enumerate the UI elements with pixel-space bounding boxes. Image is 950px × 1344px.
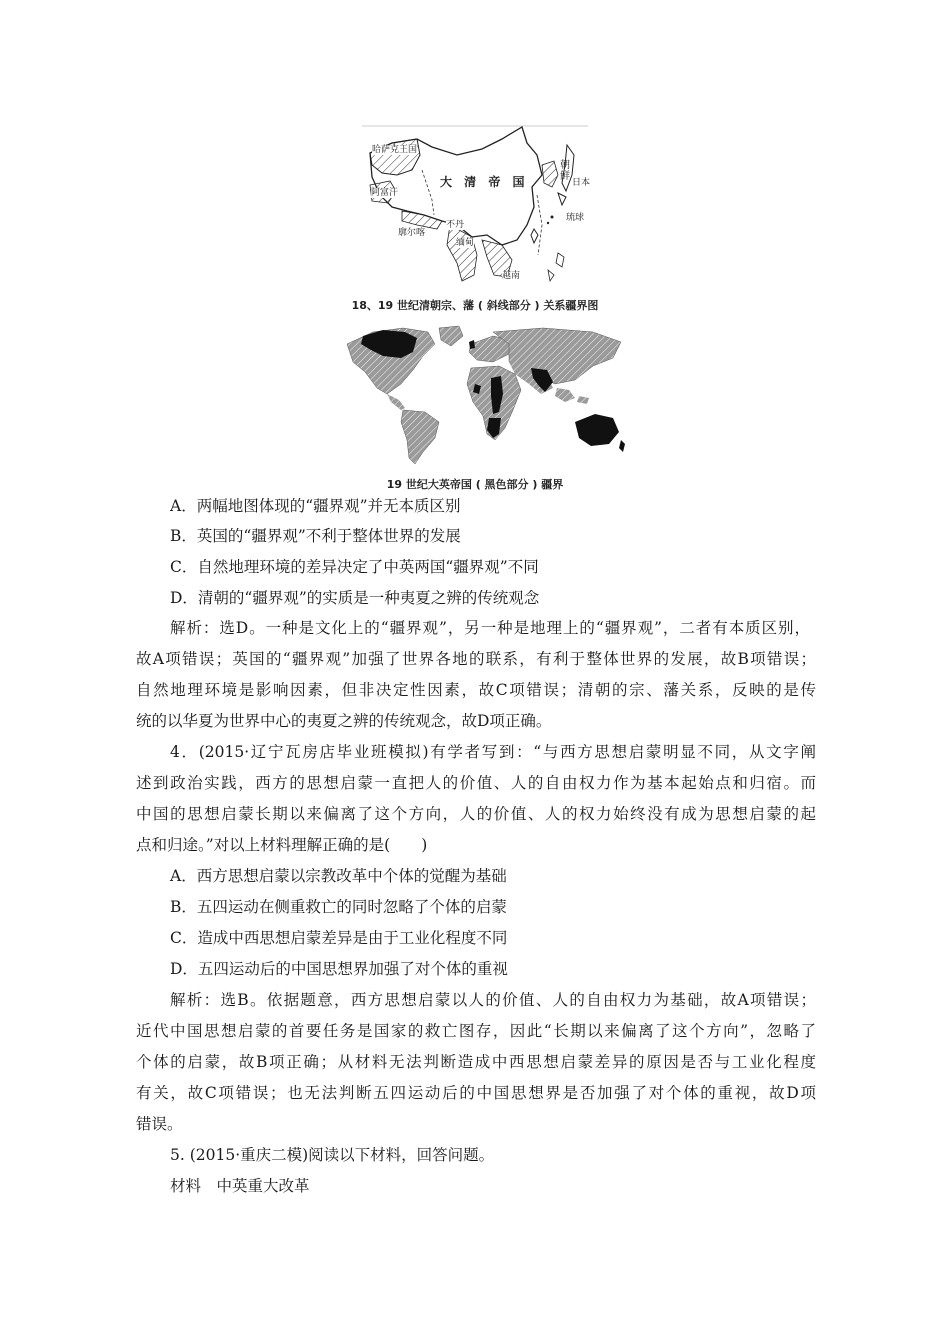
q4-option-b: B．五四运动在侧重救亡的同时忽略了个体的启蒙	[170, 898, 507, 916]
q3-analysis-line-4: 统的以华夏为世界中心的夷夏之辨的传统观念，故D项正确。	[136, 712, 552, 730]
map1-label-gurkha: 廓尔喀	[398, 228, 426, 238]
q4-option-d: D．五四运动后的中国思想界加强了对个体的重视	[170, 960, 508, 978]
map1-label-japan: 日本	[572, 178, 591, 188]
q4-option-c: C．造成中西思想启蒙差异是由于工业化程度不同	[170, 929, 508, 947]
q4-stem-line-2: 述到政治实践，西方的思想启蒙一直把人的价值、人的自由权力作为基本起始点和归宿。而	[136, 774, 816, 792]
map1-label-ryukyu: 琉球	[566, 213, 585, 223]
map1-label-qing: 大 清 帝 国	[440, 175, 529, 189]
q5-stem: 5. (2015·重庆二模)阅读以下材料，回答问题。	[170, 1146, 495, 1164]
q4-analysis-line-4: 有关，故C项错误；也无法判断五四运动后的中国思想界是否加强了对个体的重视，故D项	[136, 1084, 816, 1102]
map1-label-korea-2: 鲜	[560, 171, 570, 182]
q3-option-c: C．自然地理环境的差异决定了中英两国“疆界观”不同	[170, 558, 539, 576]
q5-material: 材料 中英重大改革	[170, 1177, 310, 1195]
q4-analysis-line-3: 个体的启蒙，故B项正确；从材料无法判断造成中西思想启蒙差异的原因是否与工业化程度	[136, 1053, 816, 1071]
british-empire-map	[343, 322, 627, 467]
map1-label-kazakh: 哈萨克王国	[372, 145, 418, 155]
q4-analysis-line-5: 错误。	[136, 1115, 183, 1133]
map1-label-korea-1: 朝	[560, 160, 570, 171]
q4-option-a: A．西方思想启蒙以宗教改革中个体的觉醒为基础	[170, 867, 507, 885]
qing-tributary-map	[362, 125, 591, 283]
q3-analysis-line-2: 故A项错误；英国的“疆界观”加强了世界各地的联系，有利于整体世界的发展，故B项错误；	[136, 650, 816, 668]
q3-option-b: B．英国的“疆界观”不利于整体世界的发展	[170, 527, 461, 545]
q4-stem-line-3: 中国的思想启蒙长期以来偏离了这个方向，人的价值、人的权力始终没有成为思想启蒙的起	[136, 805, 816, 823]
q4-analysis-line-1: 解析：选B。依据题意，西方思想启蒙以人的价值、人的自由权力为基础，故A项错误；	[170, 991, 816, 1009]
q4-analysis-line-2: 近代中国思想启蒙的首要任务是国家的救亡图存，因此“长期以来偏离了这个方向”，忽略了	[136, 1022, 816, 1040]
q3-analysis-line-1: 解析：选D。一种是文化上的“疆界观”，另一种是地理上的“疆界观”，二者有本质区别，	[170, 619, 810, 637]
map1-label-afghan: 阿富汗	[371, 188, 399, 198]
q4-stem-line-4: 点和归途。”对以上材料理解正确的是( )	[136, 836, 428, 854]
q3-option-d: D．清朝的“疆界观”的实质是一种夷夏之辨的传统观念	[170, 589, 540, 607]
map1-label-vietnam: 越南	[502, 271, 521, 281]
q4-stem-line-1: 4．(2015·辽宁瓦房店毕业班模拟)有学者写到：“与西方思想启蒙明显不同，从文字阐	[170, 743, 816, 761]
q3-option-a: A．两幅地图体现的“疆界观”并无本质区别	[170, 497, 461, 515]
map1-label-bhutan: 不丹	[446, 220, 465, 230]
map1-label-burma: 缅甸	[456, 238, 475, 248]
map2-caption: 19 世纪大英帝国 ( 黑色部分 ) 疆界	[386, 478, 564, 491]
world-map-drawing	[343, 322, 627, 467]
q3-analysis-line-3: 自然地理环境是影响因素，但非决定性因素，故C项错误；清朝的宗、藩关系，反映的是传	[136, 681, 816, 699]
map1-caption: 18、19 世纪清朝宗、藩 ( 斜线部分 ) 关系疆界图	[351, 299, 599, 312]
